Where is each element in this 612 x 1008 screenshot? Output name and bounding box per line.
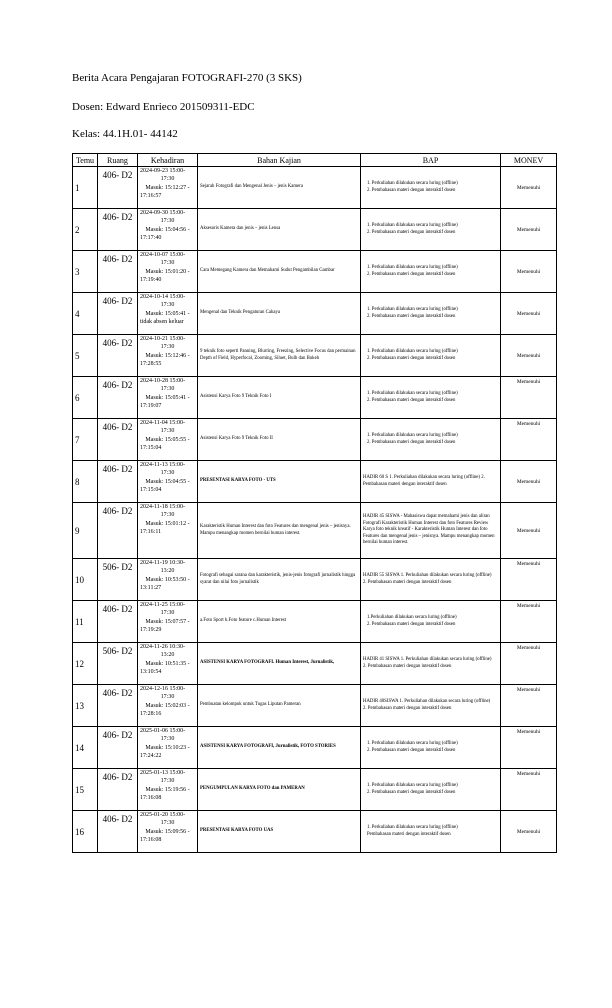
bap-cell xyxy=(361,769,501,811)
kehadiran-masuk: Masuk: 15:12:27 - xyxy=(145,184,190,191)
document-title: Berita Acara Pengajaran FOTOGRAFI-270 (3 SKS) xyxy=(72,72,302,84)
bap-cell xyxy=(361,503,501,559)
bap-cell xyxy=(361,811,501,853)
kehadiran-cell xyxy=(138,335,198,377)
bap-cell xyxy=(361,461,501,503)
temu-cell: 12 xyxy=(73,643,98,685)
temu-cell: 4 xyxy=(73,293,98,335)
kehadiran-keluar: 17:19:07 xyxy=(140,403,162,410)
kehadiran-cell xyxy=(138,293,198,335)
kehadiran-jadwal2: 17:30 xyxy=(160,736,175,743)
kehadiran-masuk: Masuk: 15:01:12 - xyxy=(145,520,190,527)
bap-line: HADIR 60 S 1. Perkuliahan dilakukan secara luring (offline) 2. Pembahasan materi dengan interaktif dosen xyxy=(363,474,485,487)
ruang-cell: 506- D2 xyxy=(98,643,138,685)
kehadiran-jadwal: 2024-11-19 10:30- xyxy=(140,560,185,566)
table-row xyxy=(73,811,557,853)
kehadiran-masuk: Masuk: 15:01:20 - xyxy=(145,268,190,275)
kehadiran-jadwal: 2025-01-13 15:00- xyxy=(140,770,186,776)
monev-cell: Memenuhi xyxy=(501,293,557,335)
bap-cell xyxy=(361,167,501,209)
bap-line: 2. Pembahasan materi dengan interaktif dosen xyxy=(367,397,456,403)
bap-cell xyxy=(361,293,501,335)
kehadiran-cell xyxy=(138,559,198,601)
bap-line: 2. Pembahasan materi dengan interaktif dosen xyxy=(367,187,456,193)
col-temu: Temu xyxy=(73,154,98,167)
ruang-cell: 406- D2 xyxy=(98,419,138,461)
temu-cell: 10 xyxy=(73,559,98,601)
kehadiran-masuk: Masuk: 15:10:23 - xyxy=(145,744,190,751)
bap-line: 1. Perkuliahan dilakukan secara luring (offline) xyxy=(367,740,458,746)
kehadiran-jadwal: 2024-09-30 15:00- xyxy=(140,210,186,216)
ruang-cell: 406- D2 xyxy=(98,601,138,643)
kehadiran-jadwal2: 17:30 xyxy=(160,344,175,351)
ruang-cell: 406- D2 xyxy=(98,209,138,251)
class-line: Kelas: 44.1H.01- 44142 xyxy=(72,128,178,140)
bap-cell xyxy=(361,643,501,685)
temu-cell: 6 xyxy=(73,377,98,419)
kehadiran-jadwal: 2024-10-14 15:00- xyxy=(140,294,186,300)
ruang-cell: 406- D2 xyxy=(98,335,138,377)
table-row xyxy=(73,209,557,251)
bap-cell xyxy=(361,335,501,377)
temu-cell: 7 xyxy=(73,419,98,461)
monev-cell: Memenuhi xyxy=(501,811,557,853)
kehadiran-cell xyxy=(138,461,198,503)
ruang-cell: 406- D2 xyxy=(98,461,138,503)
kehadiran-masuk: Masuk: 10:53:50 - xyxy=(145,576,190,583)
ruang-cell: 406- D2 xyxy=(98,377,138,419)
bap-line: 1. Perkuliahan dilakukan secara luring (offline) xyxy=(367,306,458,312)
temu-cell: 13 xyxy=(73,685,98,727)
kehadiran-masuk: Masuk: 15:12:46 - xyxy=(145,352,190,359)
kehadiran-jadwal2: 17:30 xyxy=(160,218,175,225)
kehadiran-jadwal: 2024-10-07 15:00- xyxy=(140,252,186,258)
temu-cell: 5 xyxy=(73,335,98,377)
ruang-cell: 406- D2 xyxy=(98,251,138,293)
table-row xyxy=(73,251,557,293)
temu-cell: 11 xyxy=(73,601,98,643)
kehadiran-cell xyxy=(138,685,198,727)
monev-cell: Memenuhi xyxy=(501,643,557,685)
kehadiran-jadwal2: 17:30 xyxy=(160,470,175,477)
kehadiran-jadwal2: 17:30 xyxy=(160,386,175,393)
bap-line: 2. Pembahasan materi dengan interaktif dosen xyxy=(367,229,456,235)
kehadiran-cell xyxy=(138,209,198,251)
bap-line: 2. Pembahasan materi dengan interaktif dosen xyxy=(363,579,452,585)
col-bap: BAP xyxy=(361,154,501,167)
kehadiran-jadwal2: 17:30 xyxy=(160,610,175,617)
kehadiran-keluar: tidak absen keluar xyxy=(140,319,184,326)
col-ruang: Ruang xyxy=(98,154,138,167)
kehadiran-jadwal2: 17:30 xyxy=(160,302,175,309)
col-kehadiran: Kehadiran xyxy=(138,154,198,167)
bahan-kajian-cell: Sejarah Fotografi dan Mengenal Jenis – jenis Kamera xyxy=(198,167,361,209)
kehadiran-masuk: Masuk: 15:07:57 - xyxy=(145,618,190,625)
kehadiran-keluar: 17:17:40 xyxy=(140,235,162,242)
kehadiran-masuk: Masuk: 15:05:41 - xyxy=(145,394,190,401)
monev-cell: Memenuhi xyxy=(501,685,557,727)
kehadiran-jadwal2: 17:30 xyxy=(160,820,175,827)
temu-cell: 8 xyxy=(73,461,98,503)
table-row xyxy=(73,685,557,727)
bap-line: 2. Pembahasan materi dengan interaktif dosen xyxy=(367,747,456,753)
ruang-cell: 406- D2 xyxy=(98,727,138,769)
kehadiran-masuk: Masuk: 15:19:56 - xyxy=(145,786,190,793)
bahan-kajian-cell: PRESENTASI KARYA FOTO UAS xyxy=(198,811,361,853)
table-row xyxy=(73,559,557,601)
monev-cell: Memenuhi xyxy=(501,503,557,559)
bap-cell xyxy=(361,251,501,293)
ruang-cell: 406- D2 xyxy=(98,167,138,209)
monev-cell: Memenuhi xyxy=(501,335,557,377)
kehadiran-keluar: 17:19:40 xyxy=(140,277,162,284)
kehadiran-cell xyxy=(138,251,198,293)
table-row xyxy=(73,769,557,811)
bap-line: 1. Perkuliahan dilakukan secara luring (offline) xyxy=(367,432,458,438)
bap-line: Pembahasan materi dengan interaktif dosen xyxy=(367,831,451,837)
kehadiran-masuk: Masuk: 15:05:41 - xyxy=(145,310,190,317)
table-row xyxy=(73,293,557,335)
table-row xyxy=(73,727,557,769)
temu-cell: 16 xyxy=(73,811,98,853)
kehadiran-keluar: 17:16:11 xyxy=(140,529,162,536)
bap-line: HADIR 55 SISWA 1. Perkuliahan dilakukan secara luring (offline) xyxy=(363,572,492,578)
kehadiran-cell xyxy=(138,643,198,685)
kehadiran-jadwal2: 17:30 xyxy=(160,428,175,435)
kehadiran-keluar: 17:28:16 xyxy=(140,711,162,718)
col-monev: MONEV xyxy=(501,154,557,167)
table-body xyxy=(73,167,557,853)
bahan-kajian-cell: Mengenal dan Teknik Pengaturan Cahaya xyxy=(198,293,361,335)
kehadiran-jadwal2: 17:30 xyxy=(160,694,175,701)
kehadiran-keluar: 17:16:08 xyxy=(140,837,162,844)
bahan-kajian-cell: Pembuatan kelompok untuk Tugas Liputan Pameran xyxy=(198,685,361,727)
bap-line: 1. Perkuliahan dilakukan secara luring (offline) xyxy=(367,222,458,228)
kehadiran-keluar: 17:15:04 xyxy=(140,445,162,452)
temu-cell: 14 xyxy=(73,727,98,769)
temu-cell: 3 xyxy=(73,251,98,293)
temu-cell: 1 xyxy=(73,167,98,209)
temu-cell: 2 xyxy=(73,209,98,251)
table-row xyxy=(73,461,557,503)
bap-line: 2. Pembahasan materi dengan interaktif dosen xyxy=(363,663,452,669)
bap-line: 1. Perkuliahan dilakukan secara luring (offline) xyxy=(367,824,458,830)
bap-cell xyxy=(361,727,501,769)
temu-cell: 15 xyxy=(73,769,98,811)
table-row xyxy=(73,167,557,209)
kehadiran-jadwal: 2024-11-18 15:00- xyxy=(140,504,185,510)
ruang-cell: 406- D2 xyxy=(98,769,138,811)
kehadiran-jadwal2: 17:30 xyxy=(160,176,175,183)
ruang-cell: 406- D2 xyxy=(98,503,138,559)
kehadiran-keluar: 17:15:04 xyxy=(140,487,162,494)
col-bahan-kajian: Bahan Kajian xyxy=(198,154,361,167)
kehadiran-cell xyxy=(138,503,198,559)
bap-cell xyxy=(361,685,501,727)
kehadiran-jadwal: 2024-11-25 15:00- xyxy=(140,602,185,608)
kehadiran-cell xyxy=(138,419,198,461)
table-row xyxy=(73,643,557,685)
kehadiran-keluar: 13:10:54 xyxy=(140,669,162,676)
bap-line: 2. Pembahasan materi dengan interaktif dosen xyxy=(367,439,456,445)
lecturer-line: Dosen: Edward Enrieco 201509311-EDC xyxy=(72,101,255,113)
bahan-kajian-cell: Asistensi Karya Foto 9 Teknik Foto II xyxy=(198,419,361,461)
attendance-table xyxy=(72,153,557,853)
ruang-cell: 406- D2 xyxy=(98,293,138,335)
monev-cell: Memenuhi xyxy=(501,251,557,293)
bap-line: 1. Perkuliahan dilakukan secara luring (offline) xyxy=(367,390,458,396)
bahan-kajian-cell: a.Foto Sport b.Foto feature c.Human Interest xyxy=(198,601,361,643)
kehadiran-keluar: 17:24:22 xyxy=(140,753,162,760)
kehadiran-jadwal: 2024-10-21 15:00- xyxy=(140,336,186,342)
bap-line: 2. Pembahasan materi dengan interaktif dosen xyxy=(367,621,456,627)
bap-cell xyxy=(361,559,501,601)
bap-line: HADIR 45 SISWA - Mahasiswa dapat memahami jenis dan aliran Fotografi Karakteristik Human Interest dan foto Features Review Karya foto teknik kreatif - Karakteristik Human Interest dan foto Features dan mengenal jenis – jenisnya. Mampu menangkap momen bernilai human interest. xyxy=(363,514,495,546)
temu-cell: 9 xyxy=(73,503,98,559)
bap-line: 1.Perkuliahan dilakukan secara luring (offline) xyxy=(367,614,457,620)
kehadiran-masuk: Masuk: 10:51:35 - xyxy=(145,660,190,667)
bahan-kajian-cell: Asistensi Karya Foto 9 Teknik Foto I xyxy=(198,377,361,419)
table-row xyxy=(73,419,557,461)
kehadiran-masuk: Masuk: 15:04:56 - xyxy=(145,226,190,233)
kehadiran-jadwal: 2024-09-23 15:00- xyxy=(140,168,186,174)
monev-cell: Memenuhi xyxy=(501,769,557,811)
kehadiran-jadwal: 2024-12-16 15:00- xyxy=(140,686,186,692)
monev-cell: Memenuhi xyxy=(501,601,557,643)
kehadiran-keluar: 17:16:08 xyxy=(140,795,162,802)
kehadiran-masuk: Masuk: 15:09:56 - xyxy=(145,828,190,835)
bap-line: 2. Pembahasan materi dengan interaktif dosen xyxy=(367,313,456,319)
bap-cell xyxy=(361,601,501,643)
kehadiran-jadwal: 2025-01-20 15:00- xyxy=(140,812,186,818)
kehadiran-cell xyxy=(138,377,198,419)
kehadiran-jadwal2: 13:20 xyxy=(160,652,175,659)
kehadiran-jadwal: 2024-11-13 15:00- xyxy=(140,462,185,468)
bap-cell xyxy=(361,377,501,419)
ruang-cell: 506- D2 xyxy=(98,559,138,601)
bahan-kajian-cell: Karakteristik Human Interest dan foto Features dan mengenal jenis – jenisnya. Mampu menangkap momen bernilai human interest. xyxy=(198,503,361,559)
kehadiran-jadwal: 2025-01-06 15:00- xyxy=(140,728,186,734)
bap-line: 2. Pembahasan materi dengan interaktif dosen xyxy=(363,705,452,711)
bap-line: 2. Pembahasan materi dengan interaktif dosen xyxy=(367,355,456,361)
monev-cell: Memenuhi xyxy=(501,209,557,251)
monev-cell: Memenuhi xyxy=(501,727,557,769)
monev-cell: Memenuhi xyxy=(501,461,557,503)
bahan-kajian-cell: Aksesoris Kamera dan jenis – jenis Lensa xyxy=(198,209,361,251)
kehadiran-cell xyxy=(138,811,198,853)
table-row xyxy=(73,335,557,377)
bap-cell xyxy=(361,419,501,461)
bahan-kajian-cell: PRESENTASI KARYA FOTO - UTS xyxy=(198,461,361,503)
kehadiran-jadwal2: 17:30 xyxy=(160,512,175,519)
kehadiran-keluar: 17:28:55 xyxy=(140,361,162,368)
bap-line: 2. Pembahasan materi dengan interaktif dosen xyxy=(367,789,456,795)
bap-cell xyxy=(361,209,501,251)
bap-line: 1. Perkuliahan dilakukan secara luring (offline) xyxy=(367,180,458,186)
bap-line: 1. Perkuliahan dilakukan secara luring (offline) xyxy=(367,782,458,788)
kehadiran-cell xyxy=(138,601,198,643)
bap-line: 1. Perkuliahan dilakukan secara luring (offline) xyxy=(367,348,458,354)
table-row xyxy=(73,377,557,419)
kehadiran-cell xyxy=(138,167,198,209)
monev-cell: Memenuhi xyxy=(501,419,557,461)
kehadiran-cell xyxy=(138,727,198,769)
bap-line: HADIR 41 SISWA 1. Perkuliahan dilakukan secara luring (offline) xyxy=(363,656,492,662)
monev-cell: Memenuhi xyxy=(501,377,557,419)
table-row xyxy=(73,503,557,559)
bahan-kajian-cell: ASISTENSI KARYA FOTOGRAFI, Jurnalistik, FOTO STORIES xyxy=(198,727,361,769)
kehadiran-keluar: 17:19:29 xyxy=(140,627,162,634)
bap-line: HADIR 40SISWA 1. Perkuliahan dilakukan secara luring (offline) xyxy=(363,698,491,704)
monev-cell: Memenuhi xyxy=(501,167,557,209)
kehadiran-cell xyxy=(138,769,198,811)
kehadiran-masuk: Masuk: 15:02:03 - xyxy=(145,702,190,709)
kehadiran-keluar: 17:16:57 xyxy=(140,193,162,200)
bahan-kajian-cell: ASISTENSI KARYA FOTOGRAFI. Human Interest, Jurnalistik, xyxy=(198,643,361,685)
kehadiran-masuk: Masuk: 15:05:55 - xyxy=(145,436,190,443)
kehadiran-jadwal2: 13:20 xyxy=(160,568,175,575)
table-header-row xyxy=(73,154,557,167)
bahan-kajian-cell: 9 teknik foto seperti Panning, Blurring, Freezing, Selective Focus dan permainan Depth of Field, Hyperfocal, Zooming, Siluet, Bulb dan Bokeh xyxy=(198,335,361,377)
ruang-cell: 406- D2 xyxy=(98,685,138,727)
kehadiran-masuk: Masuk: 15:04:55 - xyxy=(145,478,190,485)
kehadiran-keluar: 13:11:27 xyxy=(140,585,162,592)
kehadiran-jadwal2: 17:30 xyxy=(160,778,175,785)
bap-line: 2. Pembahasan materi dengan interaktif dosen xyxy=(367,271,456,277)
kehadiran-jadwal2: 17:30 xyxy=(160,260,175,267)
bahan-kajian-cell: Cara Memegang Kamera dan Memahami Sudut Pengambilan Gambar xyxy=(198,251,361,293)
kehadiran-jadwal: 2024-11-04 15:00- xyxy=(140,420,185,426)
table-row xyxy=(73,601,557,643)
monev-cell: Memenuhi xyxy=(501,559,557,601)
kehadiran-jadwal: 2024-11-26 10:30- xyxy=(140,644,185,650)
kehadiran-jadwal: 2024-10-28 15:00- xyxy=(140,378,186,384)
bap-line: 1. Perkuliahan dilakukan secara luring (offline) xyxy=(367,264,458,270)
ruang-cell: 406- D2 xyxy=(98,811,138,853)
bahan-kajian-cell: PENGUMPULAN KARYA FOTO dan PAMERAN xyxy=(198,769,361,811)
bahan-kajian-cell: Fotografi sebagai sarana dan karakteristik, jenis-jenis fotografi jurnalistik hingga syarat dan nilai foto jurnalistik xyxy=(198,559,361,601)
